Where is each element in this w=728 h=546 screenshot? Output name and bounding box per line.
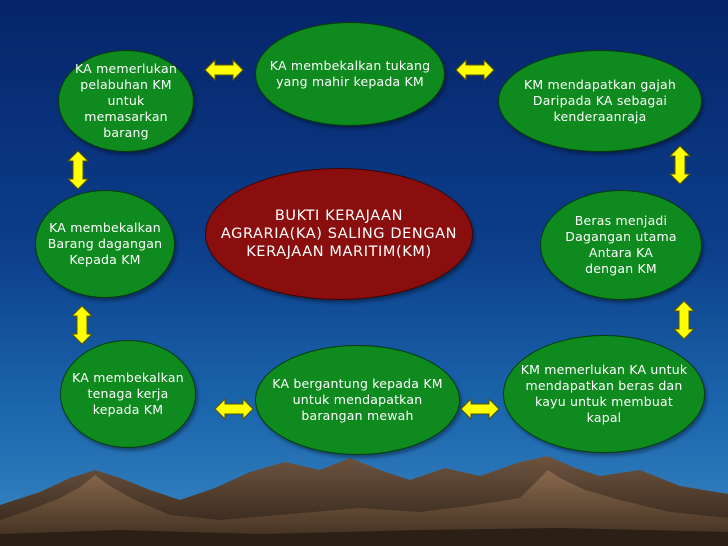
node-bottom-center	[255, 345, 460, 455]
node-top-center	[255, 22, 445, 126]
double-arrow-horizontal-icon	[204, 58, 244, 82]
node-top-left-text: KA memerlukan pelabuhan KM untuk memasarkan barang	[75, 61, 177, 140]
double-arrow-vertical-icon	[70, 305, 94, 345]
node-mid-left	[35, 190, 175, 298]
double-arrow-horizontal-icon	[455, 58, 495, 82]
node-top-center-text: KA membekalkan tukang yang mahir kepada KM	[269, 58, 431, 89]
node-mid-right	[540, 190, 702, 300]
double-arrow-horizontal-icon	[460, 397, 500, 421]
node-bottom-right-text: KM memerlukan KA untuk mendapatkan beras dan kayu untuk membuat kapal	[520, 362, 688, 425]
node-bottom-left	[60, 340, 196, 448]
node-top-right	[498, 50, 702, 152]
double-arrow-vertical-icon	[668, 145, 692, 185]
node-top-right-text: KM mendapatkan gajah Daripada KA sebagai kenderaanraja	[523, 77, 677, 124]
double-arrow-vertical-icon	[66, 150, 90, 190]
node-bottom-center-text: KA bergantung kepada KM untuk mendapatkan barangan mewah	[272, 376, 443, 423]
node-center	[205, 168, 473, 300]
double-arrow-horizontal-icon	[214, 397, 254, 421]
double-arrow-vertical-icon	[672, 300, 696, 340]
node-top-left	[58, 50, 194, 152]
node-mid-left-text: KA membekalkan Barang dagangan Kepada KM	[47, 220, 163, 267]
node-mid-right-text: Beras menjadi Dagangan utama Antara KA dengan KM	[565, 213, 677, 276]
node-bottom-right	[503, 335, 705, 453]
node-center-text: BUKTI KERAJAAN AGRARIA(KA) SALING DENGAN KERAJAAN MARITIM(KM)	[220, 208, 458, 260]
node-bottom-left-text: KA membekalkan tenaga kerja kepada KM	[72, 370, 184, 417]
